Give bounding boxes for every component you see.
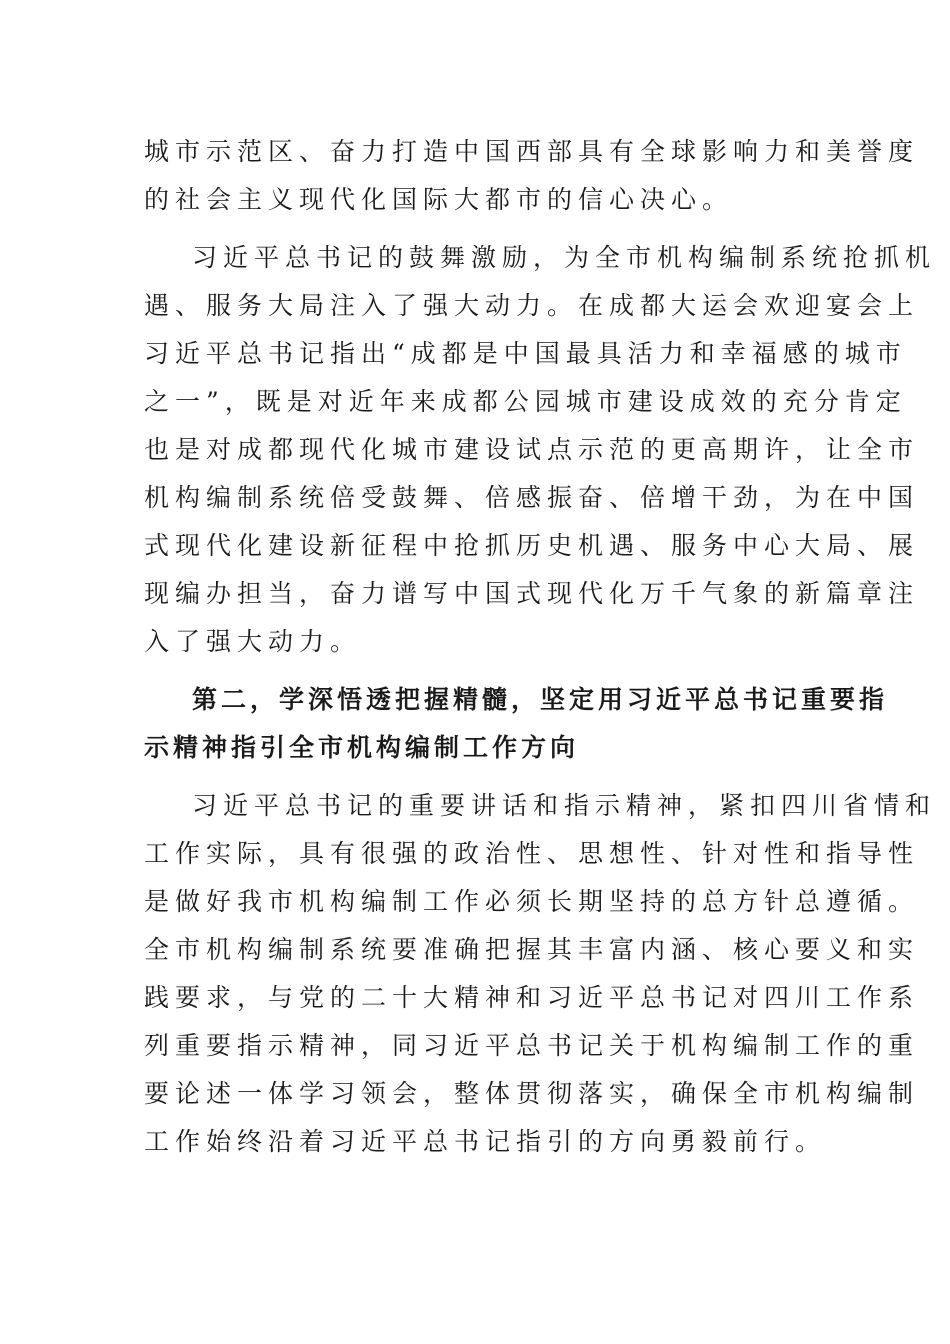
section-heading bbox=[144, 676, 889, 772]
text-line: 城市示范区、奋力打造中国西部具有全球影响力和美誉度 bbox=[144, 137, 920, 166]
text-line: 工作实际，具有很强的政治性、思想性、针对性和指导性 bbox=[144, 839, 920, 868]
document-body bbox=[144, 128, 937, 1166]
paragraph-2 bbox=[144, 234, 937, 666]
text-line: 的社会主义现代化国际大都市的信心决心。 bbox=[144, 185, 734, 214]
paragraph-4 bbox=[144, 782, 937, 1166]
text-line: 也是对成都现代化城市建设试点示范的更高期许，让全市 bbox=[144, 435, 920, 464]
paragraph-spacer bbox=[144, 224, 804, 234]
text-line: 全市机构编制系统要准确把握其丰富内涵、核心要义和实 bbox=[144, 935, 920, 964]
text-line: 遇、服务大局注入了强大动力。在成都大运会欢迎宴会上 bbox=[144, 291, 920, 320]
text-line: 式现代化建设新征程中抢抓历史机遇、服务中心大局、展 bbox=[144, 531, 920, 560]
text-line: 列重要指示精神，同习近平总书记关于机构编制工作的重 bbox=[144, 1031, 920, 1060]
text-line: 习近平总书记的鼓舞激励，为全市机构编制系统抢抓机 bbox=[192, 243, 937, 272]
text-line: 现编办担当，奋力谱写中国式现代化万千气象的新篇章注 bbox=[144, 579, 920, 608]
text-line: 要论述一体学习领会，整体贯彻落实，确保全市机构编制 bbox=[144, 1079, 920, 1108]
paragraph-spacer bbox=[144, 772, 804, 782]
heading-line: 第二，学深悟透把握精髓，坚定用习近平总书记重要指 bbox=[192, 685, 889, 714]
heading-line: 示精神指引全市机构编制工作方向 bbox=[144, 733, 580, 762]
text-line: 工作始终沿着习近平总书记指引的方向勇毅前行。 bbox=[144, 1127, 827, 1156]
text-line: 习近平总书记的重要讲话和指示精神，紧扣四川省情和 bbox=[192, 791, 937, 820]
text-line: 是做好我市机构编制工作必须长期坚持的总方针总遵循。 bbox=[144, 887, 920, 916]
text-line: 习近平总书记指出“成都是中国最具活力和幸福感的城市 bbox=[144, 339, 907, 368]
text-line: 践要求，与党的二十大精神和习近平总书记对四川工作系 bbox=[144, 983, 920, 1012]
text-line: 之一”，既是对近年来成都公园城市建设成效的充分肯定 bbox=[144, 387, 907, 416]
paragraph-1 bbox=[144, 128, 920, 224]
paragraph-spacer bbox=[144, 666, 804, 676]
text-line: 入了强大动力。 bbox=[144, 627, 362, 656]
text-line: 机构编制系统倍受鼓舞、倍感振奋、倍增干劲，为在中国 bbox=[144, 483, 920, 512]
